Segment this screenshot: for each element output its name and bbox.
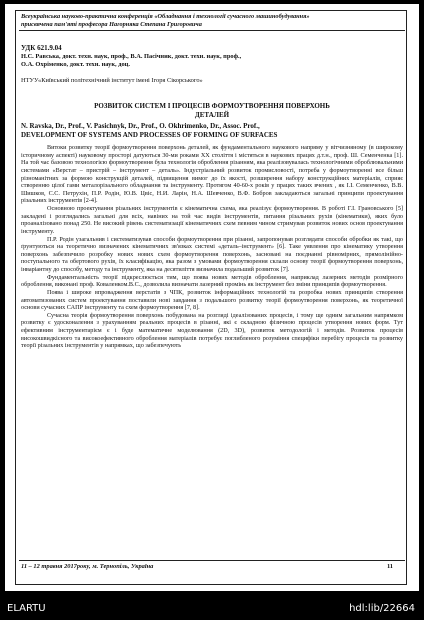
paper-title-en xyxy=(21,122,403,139)
paper-body xyxy=(21,144,403,350)
title-en-heading: DEVELOPMENT OF SYSTEMS AND PROCESSES OF FORMING OF SURFACES xyxy=(21,130,278,139)
footer-date: 11 – 12 травня 2017року, м. Тернопіль, Україна xyxy=(21,563,154,570)
udk-code: УДК 621.9.04 xyxy=(21,44,62,52)
authors-block xyxy=(21,53,403,69)
document-page xyxy=(5,4,419,591)
paragraph: Основною проектування різальних інструментів є кінематична схема, яка реалізує формоутворення. В роботі Г.І. Грановського [5] закладені і розглядались загальні для всіх, навіних на той час видів інструментів, питання різальних рухів (кінематики), яких було проаналізовано понад 250. Не високий рівень систематизації кінематичних схем певним чином стримував розвиток нових основ проектування інструменту. xyxy=(21,205,403,235)
paragraph: Витоки розвитку теорії формоутворення поверхонь деталей, як фундаментального наукового напряму у вітчизняному (в широкому історичному аспекті) науковому просторі датуються 30-ми роками ХХ століття і містяться в наукових працях д.т.н., проф. Ш. Семенченка [1]. На той час базовою технологією формоутворення була технологія оброблення різанням, яка реалізовувалась технологічними оброблювальними системами «Верстат – пристрій – інструмент – деталь». Індустріальний розвиток промисловості, потреба у формоутворенні все більш різноманітних за формою конструкцій деталей, підвищення вимог до їх якості, розширення набору конструкційних матеріалів, сприяє створенню цілої гами металорізального обладнання та інструменту. Протягом 40-60-х років у працях таких вчених , як І.І. Семенченко, В.В. Шишков, С.С. Петрухін, П.Р. Родін, Ю.В. Цвіс, Н.И. Ларін, Н.А. Шевченко, В.Ф. Бобров закладаються загальні принципи проектування різальних інструментів [2-4]. xyxy=(21,144,403,205)
paragraph: Сучасна теорія формоутворення поверхонь побудована на розгляді ідеалізованих процесів, і тому ще одним загальним напрямком розвитку є удосконалення з урахуванням реальних процесів в різанні, які є складною фізичною процесів утворення нових форм. Тут ефективним інструментарієм є і буде математичне моделювання (2D, 3D), розвиток методологій і методів. Розвиток процесів високошвидкісного та високоефективного оброблення матеріалів потребує поглибленого розуміння специфіки перебігу процесів та розвитку теорії різальних інструментів у напрямках, що забезпечують xyxy=(21,311,403,350)
authors-line-2: О.А. Охріменко, докт. техн. наук, доц. xyxy=(21,60,130,68)
header-line-2: присвячена пам'яті професора Нагорняка Степана Григоровича xyxy=(21,20,202,28)
watermark-right: hdl:lib/22664 xyxy=(349,603,415,614)
paragraph: П.Р. Родін узагальнив і систематизував способи формоутворення при різанні, запропонував розглядати способи обробки як такі, що ґрунтуються на теоретично визначених кінематичних зв'язках системі «деталь–інструмент» [6]. Таке уявлення про кінематику утворення поверхонь забезпечило розробку нових нових схем формоутворення поверхонь, засновані на поєднанні рівномірних, прямолінійно-поступального та обертового рухів, їх класифікацію, яка разом з умовами формоутворення склали основу теорії формоутворення поверхонь, інваріантну до способу, методу та інструменту, яка на десятиліття визначила подальший розвиток [7]. xyxy=(21,235,403,273)
authors-line-1: Н.С. Равська, докт. техн. наук, проф., В.А. Пасічник, докт. техн. наук, проф., xyxy=(21,53,242,60)
paragraph: Поява і широке впровадження верстатів з ЧПК, розвиток інформаційних технологій та розробка нових принципів створення автоматизованих систем проектування поставили нові завдання з подальшого розвитку теорії формоутворення поверхонь, як теоретичної основи сучасних САПР інструменту та схем формоутворення [7, 8]. xyxy=(21,288,403,312)
paper-title-uk xyxy=(21,102,403,119)
title-uk-line-1: РОЗВИТОК СИСТЕМ І ПРОЦЕСІВ ФОРМОУТВОРЕННЯ ПОВЕРХОНЬ xyxy=(94,102,330,110)
title-en-authors: N. Ravska, Dr., Prof., V. Pasichnyk, Dr., Prof., O. Okhrimenko, Dr., Assoc. Prof., xyxy=(21,122,260,130)
footer-rule xyxy=(19,560,405,561)
watermark-left: ELARTU xyxy=(7,603,46,614)
affiliation: НТУУ«Київський політехнічний інститут імені Ігоря Сікорського» xyxy=(21,77,203,84)
conference-header xyxy=(21,13,401,28)
footer-page-number: 11 xyxy=(386,563,393,570)
title-uk-line-2: ДЕТАЛЕЙ xyxy=(194,110,230,119)
header-line-1: Всеукраїнська науково-практична конференція «Обладнання і технології сучасного машинобудування» xyxy=(21,13,310,20)
header-rule xyxy=(19,30,405,31)
paragraph: Фундаментальність теорії підкреслюється тим, що поява нових методів оброблення, наприклад лазерних методів розмірного оброблення, виконані проф. Коваленком.В.С., дозволила визначати лазерний промінь як інструмент без зміни принципів формоутворення. xyxy=(21,273,403,289)
